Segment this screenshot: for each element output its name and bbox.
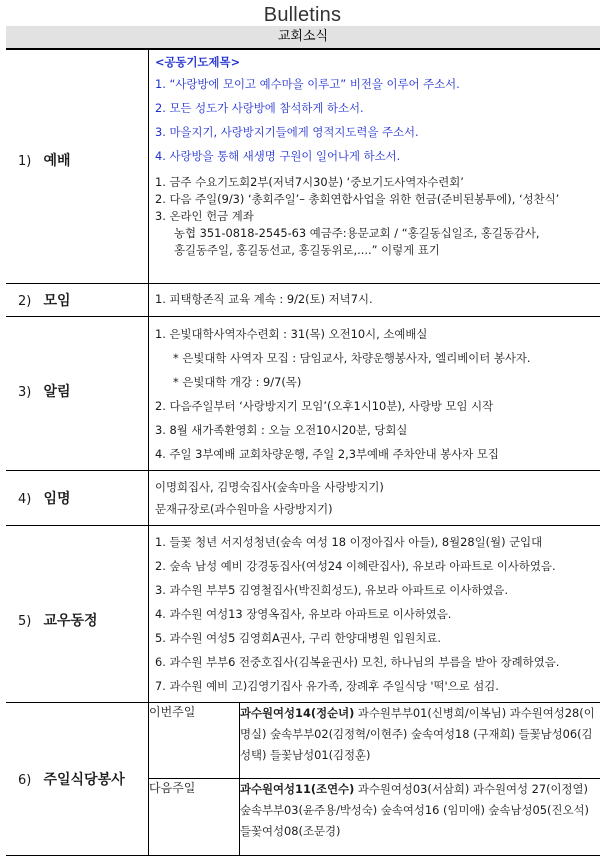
- this-week-lead: 과수원여성14(정순녀): [240, 705, 355, 720]
- prayer-heading: <공동기도제목>: [155, 55, 241, 69]
- meeting-content: [149, 283, 601, 316]
- prayer-item: 4. 사랑방을 통해 새생명 구원이 일어나게 하소서.: [155, 149, 401, 163]
- category-appointment: [6, 470, 149, 525]
- announcements-content: [149, 316, 601, 470]
- category-name: 모임: [43, 292, 71, 309]
- category-announcements: [6, 316, 149, 470]
- fellowship-item: 1. 들꽃 청년 서지성청년(숲속 여성 18 이정아집사 아들), 8월28일(월) 군입대: [155, 534, 543, 549]
- next-week-teams: 과수원여성03(서삼희) 과수원여성 27(이정열) 숲속부부03(윤주용/박성숙) 숲속여성16 (임미애) 숲속남성05(진오석) 들꽃여성08(조문경): [240, 782, 589, 838]
- fellowship-item: 7. 과수원 예비 고)김영기집사 유가족, 장례후 주일식당 '떡'으로 섬김.: [155, 678, 499, 693]
- bank-account: 농협 351-0818-2545-63 예금주:용문교회 / “홍길동십일조, 홍길동감사,: [174, 226, 540, 240]
- category-name: 주일식당봉사: [43, 771, 125, 788]
- announcement-item: 3. 8월 새가족환영회 : 오늘 오전10시20분, 당회실: [155, 422, 408, 437]
- fellowship-item: 3. 과수원 부부5 김영철집사(박진희성도), 유보라 아파트로 이사하였음.: [155, 582, 509, 597]
- row-worship: [6, 50, 600, 283]
- category-number: 4): [18, 491, 32, 507]
- category-number: 1): [18, 154, 32, 169]
- row-fellowship: [6, 525, 600, 702]
- next-week-lead: 과수원여성11(조연수): [240, 782, 355, 796]
- prayer-item: 1. “사랑방에 모이고 예수마을 이루고” 비전을 이루어 주소서.: [155, 77, 460, 91]
- category-fellowship: [6, 525, 149, 702]
- next-week-label: 다음주일: [149, 779, 240, 855]
- fellowship-item: 2. 숲속 남성 예비 강경동집사(여성24 이혜란집사), 유보라 아파트로 이사하였음.: [155, 558, 556, 573]
- announcement-subitem: * 은빛대학 개강 : 9/7(목): [173, 374, 302, 389]
- appointment-item: 이명희집사, 김명숙집사(숲속마을 사랑방지기): [155, 479, 384, 494]
- fellowship-item: 5. 과수원 여성5 김영희A권사, 구리 한양대병원 입원치료.: [155, 630, 441, 645]
- prayer-item: 2. 모든 성도가 사랑방에 참석하게 하소서.: [155, 101, 364, 115]
- category-number: 3): [18, 384, 32, 400]
- category-worship: [6, 50, 149, 283]
- category-kitchen: [6, 702, 149, 855]
- row-appointment: [6, 470, 600, 525]
- category-number: 6): [18, 772, 32, 788]
- category-name: 교우동정: [43, 612, 98, 629]
- meeting-item: 1. 피택항존직 교육 계속 : 9/2(토) 저녁7시.: [155, 292, 373, 306]
- bulletin-table: [6, 50, 600, 856]
- row-announcements: [6, 316, 600, 470]
- announcement-subitem: * 은빛대학 사역자 모집 : 담임교사, 차량운행봉사자, 엘리베이터 봉사자.: [173, 350, 531, 365]
- row-kitchen: [6, 702, 600, 855]
- category-number: 2): [18, 293, 32, 309]
- announcement-item: 2. 다음주일부터 ‘사랑방지기 모임’(오후1시10분), 사랑방 모임 시작: [155, 398, 494, 413]
- category-number: 5): [18, 613, 32, 629]
- notice-item: 1. 금주 수요기도회2부(저녁7시30분) ‘중보기도사역자수련회’: [155, 175, 464, 189]
- bank-account-note: 홍길동주일, 홍길동선교, 홍길동위로,....” 이렇게 표기: [174, 243, 440, 257]
- fellowship-content: [149, 525, 601, 702]
- appointment-item: 문재규장로(과수원마을 사랑방지기): [155, 501, 333, 516]
- category-meeting: [6, 283, 149, 316]
- announcement-item: 4. 주일 3부예배 교회차량운행, 주일 2,3부예배 주차안내 봉사자 모집: [155, 446, 499, 461]
- appointment-content: [149, 470, 601, 525]
- section-banner: 교회소식: [6, 26, 600, 50]
- this-week-teams: 과수원부부01(신병희/이복님) 과수원여성28(이명실) 숲속부부02(김정혁/이현주) 숲속여성18 (구재희) 들꽃남성06(김성택) 들꽃남성01(김정훈): [240, 705, 595, 762]
- this-week-label: 이번주일: [149, 703, 240, 779]
- category-name: 임명: [43, 490, 71, 507]
- fellowship-item: 6. 과수원 부부6 전중호집사(김복윤권사) 모친, 하나님의 부름을 받아 장례하였음.: [155, 654, 560, 669]
- fellowship-item: 4. 과수원 여성13 장영옥집사, 유보라 아파트로 이사하였음.: [155, 606, 452, 621]
- kitchen-content: [149, 702, 601, 855]
- prayer-item: 3. 마을지기, 사랑방지기들에게 영적지도력을 주소서.: [155, 125, 419, 139]
- worship-content: [149, 50, 601, 283]
- kitchen-row-next-week: [149, 779, 600, 855]
- category-name: 예배: [43, 153, 71, 169]
- row-meeting: [6, 283, 600, 316]
- category-name: 알림: [43, 383, 71, 400]
- announcement-item: 1. 은빛대학사역자수련회 : 31(목) 오전10시, 소예배실: [155, 326, 428, 341]
- kitchen-schedule: [149, 703, 600, 855]
- page-title: Bulletins: [263, 4, 342, 26]
- this-week-servers: [240, 703, 601, 779]
- kitchen-row-this-week: [149, 703, 600, 779]
- notice-item: 2. 다음 주일(9/3) ‘총회주일’– 총회연합사업을 위한 헌금(준비된봉투에), ‘성찬식’: [155, 192, 560, 206]
- next-week-servers: [240, 779, 601, 855]
- notice-item: 3. 온라인 헌금 계좌: [155, 209, 254, 223]
